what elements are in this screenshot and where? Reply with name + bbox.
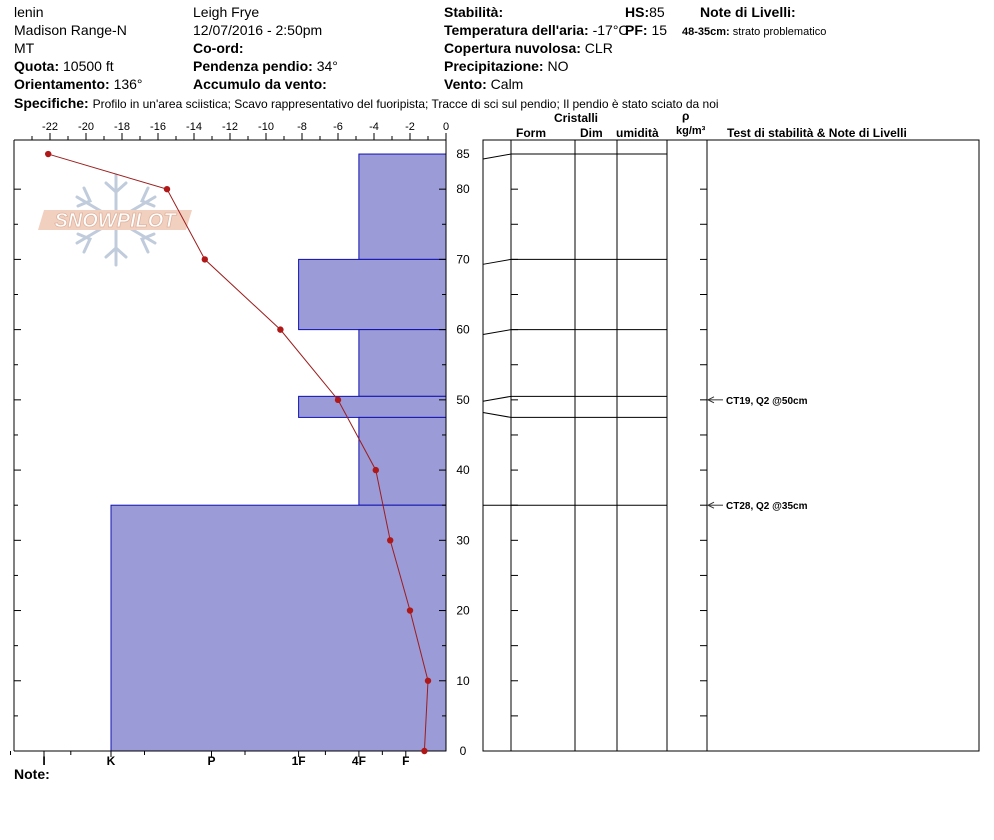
hardness-tick-label: 1F bbox=[291, 754, 306, 768]
aspect-label: Orientamento: bbox=[14, 76, 110, 92]
temperature-point bbox=[421, 748, 427, 754]
air-temp-value: -17°C bbox=[592, 22, 629, 38]
layer-connector bbox=[483, 154, 511, 159]
hardness-layer bbox=[299, 396, 446, 417]
specifics-label: Specifiche: bbox=[14, 95, 89, 111]
wind-loading-label: Accumulo da vento: bbox=[193, 76, 327, 92]
temp-tick-label: -18 bbox=[114, 121, 130, 133]
form-header: Form bbox=[516, 126, 546, 140]
logo-text: SNOWPILOT bbox=[54, 210, 176, 232]
layer-connector bbox=[483, 330, 511, 335]
hardness-tick-label: K bbox=[106, 754, 116, 768]
layer-note-text: strato problematico bbox=[732, 26, 827, 38]
temperature-point bbox=[164, 186, 170, 192]
density-unit-header: kg/m³ bbox=[676, 125, 706, 137]
temp-tick-label: -16 bbox=[150, 121, 166, 133]
temperature-point bbox=[373, 467, 379, 473]
wind-label: Vento: bbox=[444, 76, 487, 92]
hardness-tick-label: P bbox=[207, 754, 216, 768]
slope-value: 34° bbox=[316, 58, 338, 74]
location: lenin bbox=[14, 4, 44, 20]
moisture-header: umidità bbox=[616, 126, 659, 140]
wind-value: Calm bbox=[490, 76, 524, 92]
hardness-layer bbox=[359, 330, 446, 397]
depth-tick-label: 50 bbox=[456, 392, 470, 407]
layer-notes-label: Note di Livelli: bbox=[700, 4, 796, 20]
hardness-layer bbox=[111, 505, 446, 751]
notes-label: Note: bbox=[14, 766, 50, 782]
temp-tick-label: -14 bbox=[186, 121, 202, 133]
hardness-layer bbox=[299, 259, 446, 329]
hardness-layer bbox=[359, 417, 446, 505]
slope-label: Pendenza pendio: bbox=[193, 58, 313, 74]
temp-tick-label: -12 bbox=[222, 121, 238, 133]
depth-tick-label: 30 bbox=[456, 533, 470, 548]
datetime: 12/07/2016 - 2:50pm bbox=[193, 22, 323, 38]
temp-tick-label: -22 bbox=[42, 121, 58, 133]
temp-tick-label: -8 bbox=[297, 121, 307, 133]
temp-tick-label: -20 bbox=[78, 121, 94, 133]
depth-tick-label: 70 bbox=[456, 252, 470, 267]
hardness-layer bbox=[359, 154, 446, 259]
size-header: Dim bbox=[580, 126, 603, 140]
coord-label: Co-ord: bbox=[193, 40, 244, 56]
temp-tick-label: -4 bbox=[369, 121, 379, 133]
pf-label: PF: bbox=[625, 22, 648, 38]
range: Madison Range-N bbox=[14, 22, 127, 38]
temp-tick-label: 0 bbox=[442, 121, 450, 133]
layer-connector bbox=[483, 412, 511, 417]
hardness-tick-label: F bbox=[402, 754, 410, 768]
precip-label: Precipitazione: bbox=[444, 58, 544, 74]
temperature-point bbox=[387, 537, 393, 543]
temperature-point bbox=[425, 678, 431, 684]
air-temp-label: Temperatura dell'aria: bbox=[444, 22, 589, 38]
temperature-point bbox=[45, 151, 51, 157]
temperature-point bbox=[277, 326, 283, 332]
stability-label: Stabilità: bbox=[444, 4, 504, 20]
temp-tick-label: -2 bbox=[405, 121, 415, 133]
observer: Leigh Frye bbox=[193, 4, 260, 20]
cloud-value: CLR bbox=[584, 40, 613, 56]
state: MT bbox=[14, 40, 35, 56]
stability-test-label: CT19, Q2 @50cm bbox=[726, 395, 808, 407]
depth-tick-label: 0 bbox=[459, 744, 467, 758]
layer-connector bbox=[483, 396, 511, 401]
depth-tick-label: 20 bbox=[456, 603, 470, 618]
temperature-point bbox=[407, 607, 413, 613]
depth-tick-label: 60 bbox=[456, 322, 470, 337]
hs-value: 85 bbox=[649, 4, 665, 20]
specifics-text: Profilo in un'area sciistica; Scavo rappresentativo del fuoripista; Tracce di sci sul pendio; Il pendio è stato sciato da noi bbox=[92, 97, 719, 111]
aspect-value: 136° bbox=[113, 76, 143, 92]
precip-value: NO bbox=[547, 58, 569, 74]
temp-tick-label: -10 bbox=[258, 121, 274, 133]
rho-header: ρ bbox=[682, 109, 690, 123]
crystals-header: Cristalli bbox=[554, 111, 599, 125]
cloud-label: Copertura nuvolosa: bbox=[444, 40, 581, 56]
pf-value: 15 bbox=[651, 22, 668, 38]
hs-label: HS: bbox=[625, 4, 650, 20]
temperature-point bbox=[202, 256, 208, 262]
elevation-label: Quota: bbox=[14, 58, 60, 74]
depth-tick-label: 40 bbox=[456, 463, 470, 478]
layer-connector bbox=[483, 259, 511, 264]
tests-header: Test di stabilità & Note di Livelli bbox=[727, 126, 907, 140]
depth-tick-label: 85 bbox=[456, 147, 470, 162]
elevation-value: 10500 ft bbox=[63, 58, 114, 74]
temperature-point bbox=[335, 397, 341, 403]
temp-tick-label: -6 bbox=[333, 121, 343, 133]
layer-note-depth: 48-35cm: bbox=[682, 26, 730, 38]
depth-tick-label: 10 bbox=[456, 673, 470, 688]
hardness-tick-label: 4F bbox=[351, 754, 366, 768]
layer-table-frame bbox=[483, 140, 979, 751]
depth-tick-label: 80 bbox=[456, 182, 470, 197]
hardness-tick-label: I bbox=[42, 754, 46, 768]
stability-test-label: CT28, Q2 @35cm bbox=[726, 501, 808, 513]
